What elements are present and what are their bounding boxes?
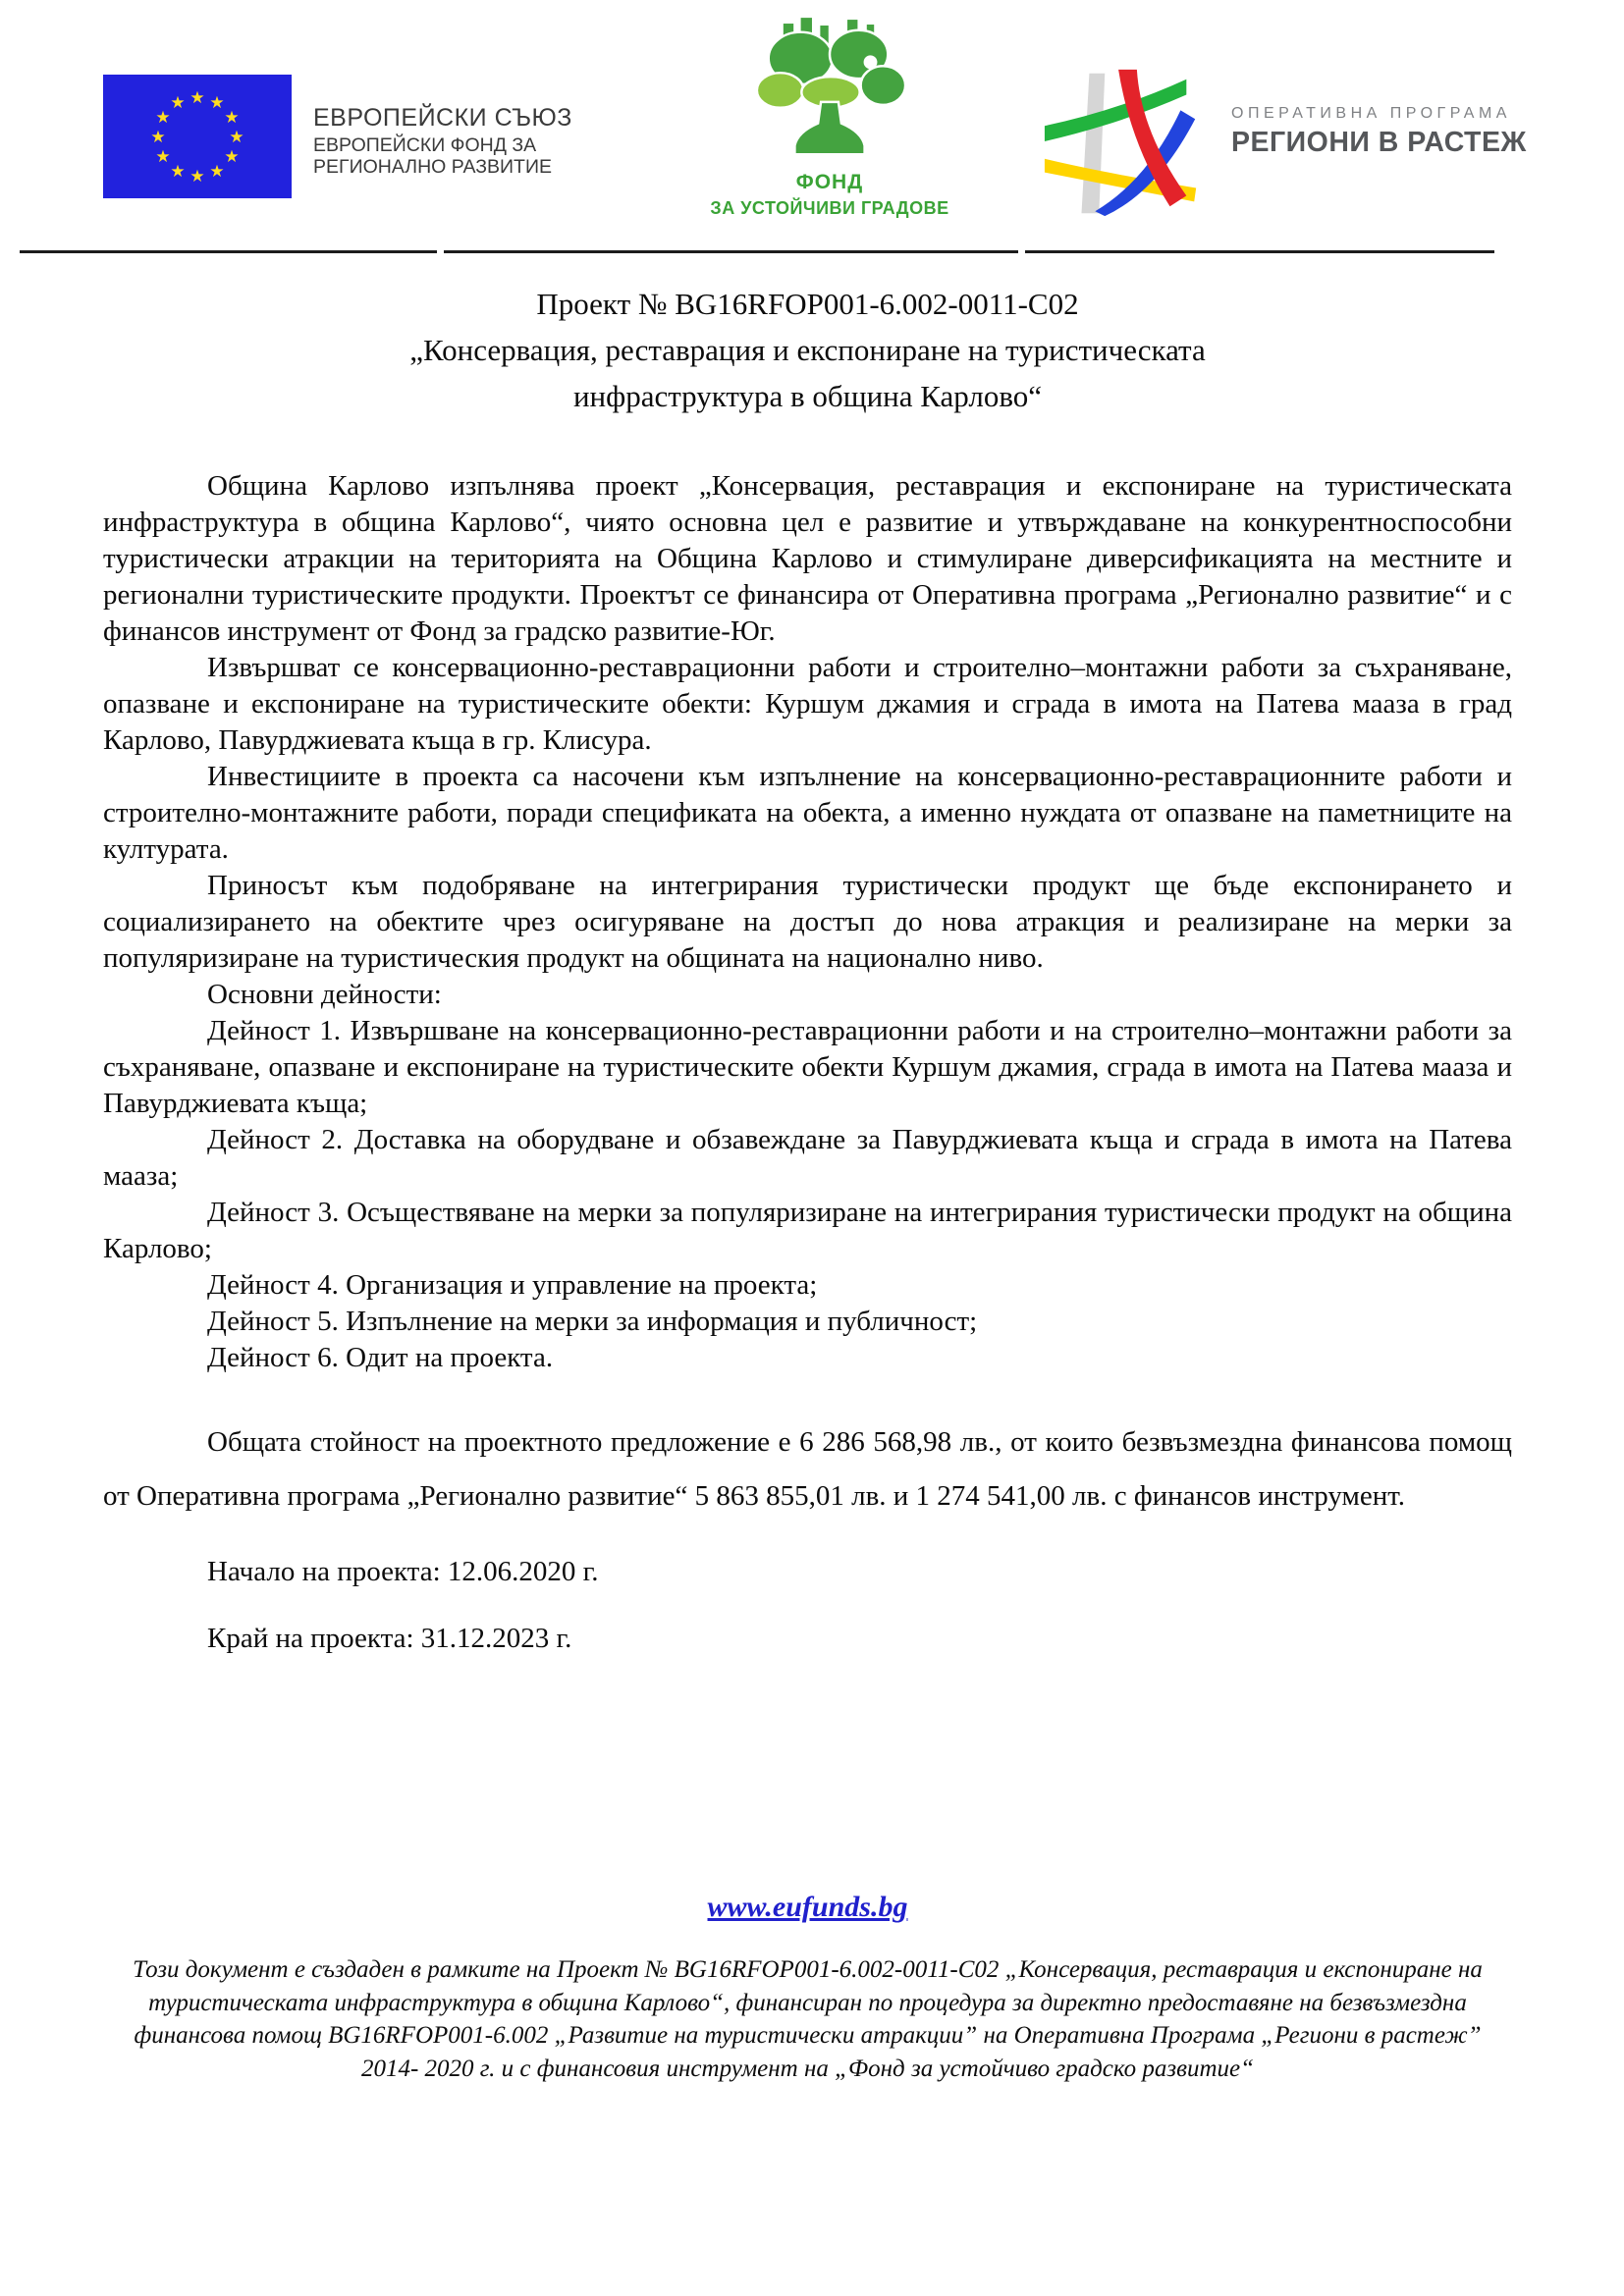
project-end-date: Край на проекта: 31.12.2023 г. xyxy=(207,1623,572,1654)
paragraph-activity-3: Дейност 3. Осъществяване на мерки за популяризиране на интегрирания туристически продукт на община Карлово; xyxy=(103,1197,1512,1264)
fund-logo-line2: ЗА УСТОЙЧИВИ ГРАДОВЕ xyxy=(710,198,949,219)
title-line-3: инфраструктура в община Карлово“ xyxy=(572,379,1043,413)
eu-logo-subtitle-1: ЕВРОПЕЙСКИ ФОНД ЗА xyxy=(313,134,537,156)
oprd-big-title: РЕГИОНИ В РАСТЕЖ xyxy=(1231,127,1527,159)
paragraph-activity-6: Дейност 6. Одит на проекта. xyxy=(207,1342,554,1373)
oprd-logo xyxy=(1039,65,1527,220)
eu-logo-text xyxy=(313,75,572,198)
svg-text:★: ★ xyxy=(150,128,166,147)
svg-text:★: ★ xyxy=(170,93,186,113)
paragraph-activity-1: Дейност 1. Извършване на консервационно-реставрационни работи и на строително–монтажни работи за съхраняване, опазване и експониране на туристическите обекти Куршум джамия, сграда в имота на Патева мааза и Павурджиевата къща; xyxy=(103,1015,1512,1119)
footer-link-row xyxy=(103,1891,1512,1924)
svg-text:★: ★ xyxy=(209,162,225,182)
paragraph-intro: Община Карлово изпълнява проект „Консервация, реставрация и експониране на туристическата инфраструктура в община Карлово“, чиято основна цел е развитие и утвърждаване на конкурентноспособни туристически атракции на територията на Община Карлово и стимулиране диверсификацията на местните и регионални туристическите продукти. Проектът се финансира от Оперативна програма „Регионално развитие“ и с финансов инструмент от Фонд за градско развитие-Юг. xyxy=(103,470,1512,647)
svg-text:★: ★ xyxy=(209,93,225,113)
title-line-2: „Консервация, реставрация и експониране на туристическата xyxy=(409,333,1206,367)
fund-logo-text xyxy=(710,169,948,221)
oprd-small-title: ОПЕРАТИВНА ПРОГРАМА xyxy=(1231,105,1511,123)
eu-logo xyxy=(103,75,572,198)
eufunds-link[interactable]: www.eufunds.bg xyxy=(707,1891,908,1923)
paragraph-total-value: Общата стойност на проектното предложение е 6 286 568,98 лв., от които безвъзмездна финансова помощ от Оперативна програма „Регионално развитие“ 5 863 855,01 лв. и 1 274 541,00 лв. с финансов инструмент. xyxy=(103,1426,1512,1512)
paragraph-activity-5: Дейност 5. Изпълнение на мерки за информация и публичност; xyxy=(207,1306,978,1337)
ribbons-icon xyxy=(1039,65,1214,220)
svg-text:★: ★ xyxy=(155,108,171,128)
project-start-date: Начало на проекта: 12.06.2020 г. xyxy=(207,1556,599,1587)
paragraph-activity-2: Дейност 2. Доставка на оборудване и обзавеждане за Павурджиевата къща и сграда в имота на Патева мааза; xyxy=(103,1124,1512,1192)
svg-text:★: ★ xyxy=(189,167,205,187)
svg-text:★: ★ xyxy=(170,162,186,182)
paragraph-activities-heading: Основни дейности: xyxy=(207,979,442,1010)
document-content xyxy=(0,253,1624,2085)
paragraph-activity-4: Дейност 4. Организация и управление на проекта; xyxy=(207,1269,818,1301)
document-title xyxy=(103,281,1512,419)
eu-logo-subtitle-2: РЕГИОНАЛНО РАЗВИТИЕ xyxy=(313,155,552,178)
eu-flag-icon xyxy=(103,75,292,198)
paragraph-works: Извършват се консервационно-реставрационни работи и строително–монтажни работи за съхраняване, опазване и експониране на туристическите обекти: Куршум джамия и сграда в имота на Патева мааза в град Карлово, Павурджиевата къща в гр. Клисура. xyxy=(103,652,1512,756)
fund-logo xyxy=(687,14,972,221)
svg-text:★: ★ xyxy=(229,128,244,147)
svg-text:★: ★ xyxy=(224,147,240,167)
svg-text:★: ★ xyxy=(189,88,205,108)
paragraph-investments: Инвестициите в проекта са насочени към изпълнение на консервационно-реставрационните работи и строително-монтажните работи, поради спецификата на обекта, а именно нуждата от опазване на паметниците на културата. xyxy=(103,761,1512,865)
svg-text:★: ★ xyxy=(155,147,171,167)
eu-logo-title: ЕВРОПЕЙСКИ СЪЮЗ xyxy=(313,104,572,132)
svg-text:★: ★ xyxy=(224,108,240,128)
header xyxy=(0,0,1624,253)
footer-disclaimer: Този документ е създаден в рамките на Проект № BG16RFOP001-6.002-0011-C02 „Консервация, реставрация и експониране на туристическата инфраструктура в община Карлово“, финансиран по процедура за директно предоставяне на безвъзмездна финансова помощ BG16RFOP001-6.002 „Развитие на туристически атракции” на Оперативна Програма „Региони в растеж” 2014- 2020 г. и с финансовия инструмент на „Фонд за устойчиво градско развитие“ xyxy=(133,1956,1483,2082)
paragraph-contribution: Приносът към подобряване на интегрирания туристически продукт ще бъде експонирането и социализирането на обектите чрез осигуряване на достъп до нова атракция и реализиране на мерки за популяризиране на туристическия продукт на общината на национално ниво. xyxy=(103,870,1512,974)
tree-icon xyxy=(747,14,912,163)
oprd-logo-text xyxy=(1231,104,1527,181)
fund-logo-line1: ФОНД xyxy=(795,171,864,193)
title-line-1: Проект № BG16RFOP001-6.002-0011-C02 xyxy=(536,287,1079,321)
